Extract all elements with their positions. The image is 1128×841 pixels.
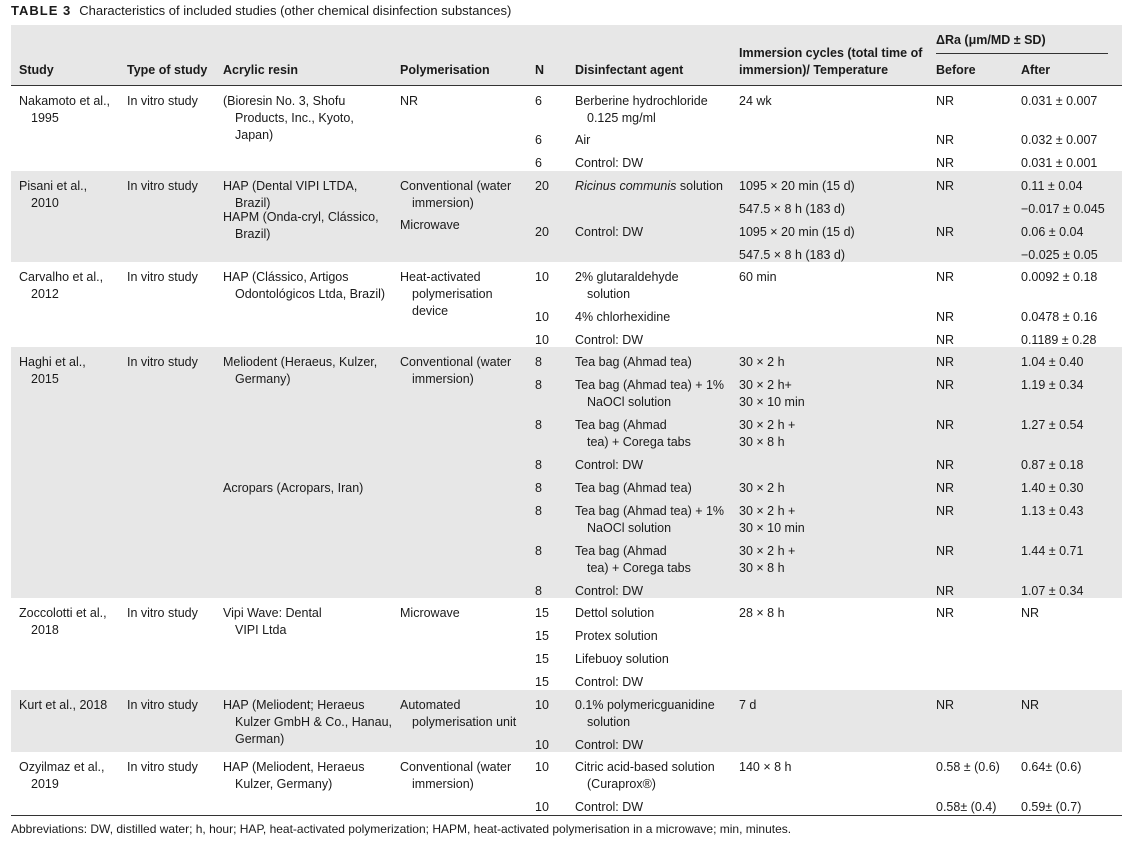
study-name: 1995 (31, 111, 59, 125)
sample-size: 10 (535, 760, 549, 774)
polymerisation-method: immersion) (412, 372, 474, 386)
ra-after: −0.025 ± 0.05 (1021, 248, 1098, 262)
immersion-cycles: 547.5 × 8 h (183 d) (739, 202, 845, 216)
ra-before: NR (936, 133, 955, 147)
ra-before: NR (936, 225, 955, 239)
immersion-cycles: 30 × 10 min (739, 395, 805, 409)
acrylic-resin: Kulzer, Germany) (235, 777, 333, 791)
sample-size: 8 (535, 504, 542, 518)
ra-before: NR (936, 156, 955, 170)
polymerisation-method: polymerisation unit (412, 715, 517, 729)
sample-size: 10 (535, 333, 549, 347)
ra-after: 1.07 ± 0.34 (1021, 584, 1084, 598)
acrylic-resin: Germany) (235, 372, 291, 386)
study-type: In vitro study (127, 355, 198, 369)
disinfectant-agent: Tea bag (Ahmad tea) (575, 355, 692, 369)
disinfectant-agent: Tea bag (Ahmad (575, 418, 667, 432)
disinfectant-agent: 4% chlorhexidine (575, 310, 671, 324)
acrylic-resin: Kulzer GmbH & Co., Hanau, (235, 715, 393, 729)
header-polymerisation: Polymerisation (400, 63, 490, 77)
disinfectant-agent: Tea bag (Ahmad tea) + 1% (575, 378, 725, 392)
ra-after: 1.19 ± 0.34 (1021, 378, 1084, 392)
disinfectant-agent: Ricinus communis solution (575, 179, 723, 193)
disinfectant-agent: solution (587, 287, 631, 301)
acrylic-resin: Meliodent (Heraeus, Kulzer, (223, 355, 378, 369)
study-name: 2019 (31, 777, 59, 791)
acrylic-resin: HAPM (Onda-cryl, Clássico, (223, 210, 379, 224)
sample-size: 20 (535, 225, 549, 239)
immersion-cycles: 24 wk (739, 94, 772, 108)
polymerisation-method: Conventional (water (400, 355, 512, 369)
study-name: 2018 (31, 623, 59, 637)
polymerisation-method: device (412, 304, 449, 318)
sample-size: 8 (535, 355, 542, 369)
disinfectant-agent: Dettol solution (575, 606, 655, 620)
ra-after: 0.11 ± 0.04 (1021, 179, 1083, 193)
study-type: In vitro study (127, 270, 198, 284)
study-name: Ozyilmaz et al., (19, 760, 105, 774)
sample-size: 6 (535, 156, 542, 170)
immersion-cycles: 30 × 2 h + (739, 544, 796, 558)
polymerisation-method: Microwave (400, 606, 460, 620)
disinfectant-agent: 0.125 mg/ml (587, 111, 656, 125)
study-type: In vitro study (127, 179, 198, 193)
sample-size: 8 (535, 458, 542, 472)
sample-size: 15 (535, 652, 549, 666)
disinfectant-agent: Control: DW (575, 800, 644, 814)
study-name: 2015 (31, 372, 59, 386)
table-title: Characteristics of included studies (other chemical disinfection substances) (79, 3, 512, 18)
study-group (11, 171, 1122, 262)
polymerisation-method: Automated (400, 698, 461, 712)
immersion-cycles: 30 × 2 h + (739, 418, 796, 432)
sample-size: 10 (535, 310, 549, 324)
header-immersion-line2: immersion)/ Temperature (739, 63, 889, 77)
ra-before: NR (936, 544, 955, 558)
disinfectant-agent: solution (587, 715, 631, 729)
acrylic-resin: Vipi Wave: Dental (223, 606, 322, 620)
ra-after: 0.87 ± 0.18 (1021, 458, 1084, 472)
sample-size: 15 (535, 606, 549, 620)
header-type: Type of study (127, 63, 208, 77)
immersion-cycles: 30 × 10 min (739, 521, 805, 535)
ra-after: 0.64± (0.6) (1021, 760, 1082, 774)
acrylic-resin: Japan) (235, 128, 274, 142)
header-divider (936, 53, 1108, 54)
ra-before: NR (936, 270, 955, 284)
study-type: In vitro study (127, 698, 198, 712)
ra-after: 0.031 ± 0.007 (1021, 94, 1098, 108)
header-study: Study (19, 63, 54, 77)
disinfectant-agent: 0.1% polymericguanidine (575, 698, 715, 712)
ra-before: NR (936, 333, 955, 347)
sample-size: 10 (535, 270, 549, 284)
header-agent: Disinfectant agent (575, 63, 684, 77)
ra-before: NR (936, 355, 955, 369)
table-label: TABLE 3 (11, 3, 72, 18)
ra-before: NR (936, 584, 955, 598)
study-name: Kurt et al., 2018 (19, 698, 108, 712)
sample-size: 10 (535, 800, 549, 814)
disinfectant-agent: tea) + Corega tabs (587, 435, 691, 449)
table-caption (11, 3, 511, 18)
polymerisation-method: Conventional (water (400, 179, 512, 193)
sample-size: 8 (535, 418, 542, 432)
acrylic-resin: HAP (Meliodent, Heraeus (223, 760, 365, 774)
disinfectant-agent: NaOCl solution (587, 395, 672, 409)
polymerisation-method: polymerisation (412, 287, 493, 301)
immersion-cycles: 30 × 2 h (739, 355, 785, 369)
acrylic-resin: HAP (Meliodent; Heraeus (223, 698, 365, 712)
acrylic-resin: (Bioresin No. 3, Shofu (223, 94, 346, 108)
acrylic-resin: VIPI Ltda (235, 623, 287, 637)
polymerisation-method: immersion) (412, 196, 474, 210)
acrylic-resin: Products, Inc., Kyoto, (235, 111, 354, 125)
table-footnote: Abbreviations: DW, distilled water; h, hour; HAP, heat-activated polymerization; HAPM, heat-activated polymerisation in a microwave; min, minutes. (11, 822, 792, 836)
ra-before: NR (936, 458, 955, 472)
disinfectant-agent: Control: DW (575, 675, 644, 689)
sample-size: 10 (535, 738, 549, 752)
ra-before: NR (936, 698, 955, 712)
header-resin: Acrylic resin (223, 63, 299, 77)
sample-size: 15 (535, 675, 549, 689)
study-name: 2012 (31, 287, 59, 301)
ra-after: 1.27 ± 0.54 (1021, 418, 1084, 432)
sample-size: 20 (535, 179, 549, 193)
ra-before: NR (936, 606, 955, 620)
study-group (11, 262, 1122, 347)
immersion-cycles: 30 × 2 h (739, 481, 785, 495)
immersion-cycles: 1095 × 20 min (15 d) (739, 225, 855, 239)
header-n: N (535, 63, 545, 77)
study-type: In vitro study (127, 606, 198, 620)
acrylic-resin: Odontológicos Ltda, Brazil) (235, 287, 386, 301)
immersion-cycles: 547.5 × 8 h (183 d) (739, 248, 845, 262)
polymerisation-method: Microwave (400, 218, 460, 232)
ra-after: 0.59± (0.7) (1021, 800, 1082, 814)
sample-size: 6 (535, 94, 542, 108)
polymerisation-method: NR (400, 94, 419, 108)
study-group (11, 598, 1122, 690)
disinfectant-agent: 2% glutaraldehyde (575, 270, 679, 284)
immersion-cycles: 30 × 8 h (739, 435, 785, 449)
immersion-cycles: 7 d (739, 698, 757, 712)
ra-after: 1.13 ± 0.43 (1021, 504, 1084, 518)
sample-size: 8 (535, 481, 542, 495)
ra-before: NR (936, 179, 955, 193)
disinfectant-agent: Control: DW (575, 458, 644, 472)
sample-size: 10 (535, 698, 549, 712)
ra-after: 0.1189 ± 0.28 (1021, 333, 1097, 347)
disinfectant-agent: Tea bag (Ahmad tea) (575, 481, 692, 495)
study-group (11, 86, 1122, 171)
disinfectant-agent: Protex solution (575, 629, 658, 643)
disinfectant-agent: Citric acid-based solution (575, 760, 715, 774)
sample-size: 8 (535, 544, 542, 558)
disinfectant-agent: tea) + Corega tabs (587, 561, 691, 575)
disinfectant-agent: Lifebuoy solution (575, 652, 669, 666)
table-bottom-rule (11, 815, 1122, 816)
study-name: Zoccolotti et al., (19, 606, 107, 620)
sample-size: 8 (535, 584, 542, 598)
acrylic-resin: HAP (Dental VIPI LTDA, (223, 179, 358, 193)
immersion-cycles: 1095 × 20 min (15 d) (739, 179, 855, 193)
immersion-cycles: 30 × 8 h (739, 561, 785, 575)
ra-before: NR (936, 481, 955, 495)
disinfectant-agent: Control: DW (575, 333, 644, 347)
sample-size: 15 (535, 629, 549, 643)
header-after: After (1021, 63, 1051, 77)
study-group (11, 690, 1122, 752)
disinfectant-agent: Tea bag (Ahmad (575, 544, 667, 558)
disinfectant-agent: Control: DW (575, 584, 644, 598)
ra-after: 0.0092 ± 0.18 (1021, 270, 1098, 284)
ra-after: −0.017 ± 0.045 (1021, 202, 1105, 216)
ra-before: NR (936, 378, 955, 392)
ra-after: NR (1021, 606, 1040, 620)
study-group (11, 347, 1122, 598)
immersion-cycles: 30 × 2 h + (739, 504, 796, 518)
ra-after: NR (1021, 698, 1040, 712)
ra-after: 1.04 ± 0.40 (1021, 355, 1084, 369)
acrylic-resin: Brazil) (235, 196, 271, 210)
ra-after: 1.40 ± 0.30 (1021, 481, 1084, 495)
ra-after: 0.06 ± 0.04 (1021, 225, 1084, 239)
header-immersion-line1: Immersion cycles (total time of (739, 46, 923, 60)
ra-before: 0.58 ± (0.6) (936, 760, 1000, 774)
polymerisation-method: immersion) (412, 777, 474, 791)
disinfectant-agent: (Curaprox®) (587, 777, 656, 791)
disinfectant-agent: NaOCl solution (587, 521, 672, 535)
ra-after: 0.031 ± 0.001 (1021, 156, 1098, 170)
table-header (11, 25, 1122, 86)
ra-before: 0.58± (0.4) (936, 800, 997, 814)
header-delta-ra: ΔRa (μm/MD ± SD) (936, 33, 1046, 47)
disinfectant-agent: Air (575, 133, 591, 147)
study-name: Pisani et al., (19, 179, 88, 193)
sample-size: 8 (535, 378, 542, 392)
immersion-cycles: 60 min (739, 270, 777, 284)
study-name: 2010 (31, 196, 59, 210)
study-type: In vitro study (127, 760, 198, 774)
immersion-cycles: 28 × 8 h (739, 606, 785, 620)
disinfectant-agent: Control: DW (575, 225, 644, 239)
ra-before: NR (936, 94, 955, 108)
ra-before: NR (936, 418, 955, 432)
ra-after: 0.032 ± 0.007 (1021, 133, 1098, 147)
disinfectant-agent: Berberine hydrochloride (575, 94, 708, 108)
polymerisation-method: Heat-activated (400, 270, 481, 284)
study-name: Carvalho et al., (19, 270, 104, 284)
study-name: Nakamoto et al., (19, 94, 111, 108)
study-type: In vitro study (127, 94, 198, 108)
header-before: Before (936, 63, 976, 77)
ra-before: NR (936, 310, 955, 324)
disinfectant-agent: Control: DW (575, 156, 644, 170)
disinfectant-agent: Tea bag (Ahmad tea) + 1% (575, 504, 725, 518)
acrylic-resin: Brazil) (235, 227, 271, 241)
acrylic-resin: HAP (Clássico, Artigos (223, 270, 349, 284)
study-name: Haghi et al., (19, 355, 86, 369)
polymerisation-method: Conventional (water (400, 760, 512, 774)
immersion-cycles: 30 × 2 h+ (739, 378, 792, 392)
ra-after: 0.0478 ± 0.16 (1021, 310, 1098, 324)
study-group (11, 752, 1122, 815)
acrylic-resin: Acropars (Acropars, Iran) (223, 481, 364, 495)
disinfectant-agent: Control: DW (575, 738, 644, 752)
immersion-cycles: 140 × 8 h (739, 760, 792, 774)
ra-after: 1.44 ± 0.71 (1021, 544, 1084, 558)
ra-before: NR (936, 504, 955, 518)
acrylic-resin: German) (235, 732, 285, 746)
sample-size: 6 (535, 133, 542, 147)
